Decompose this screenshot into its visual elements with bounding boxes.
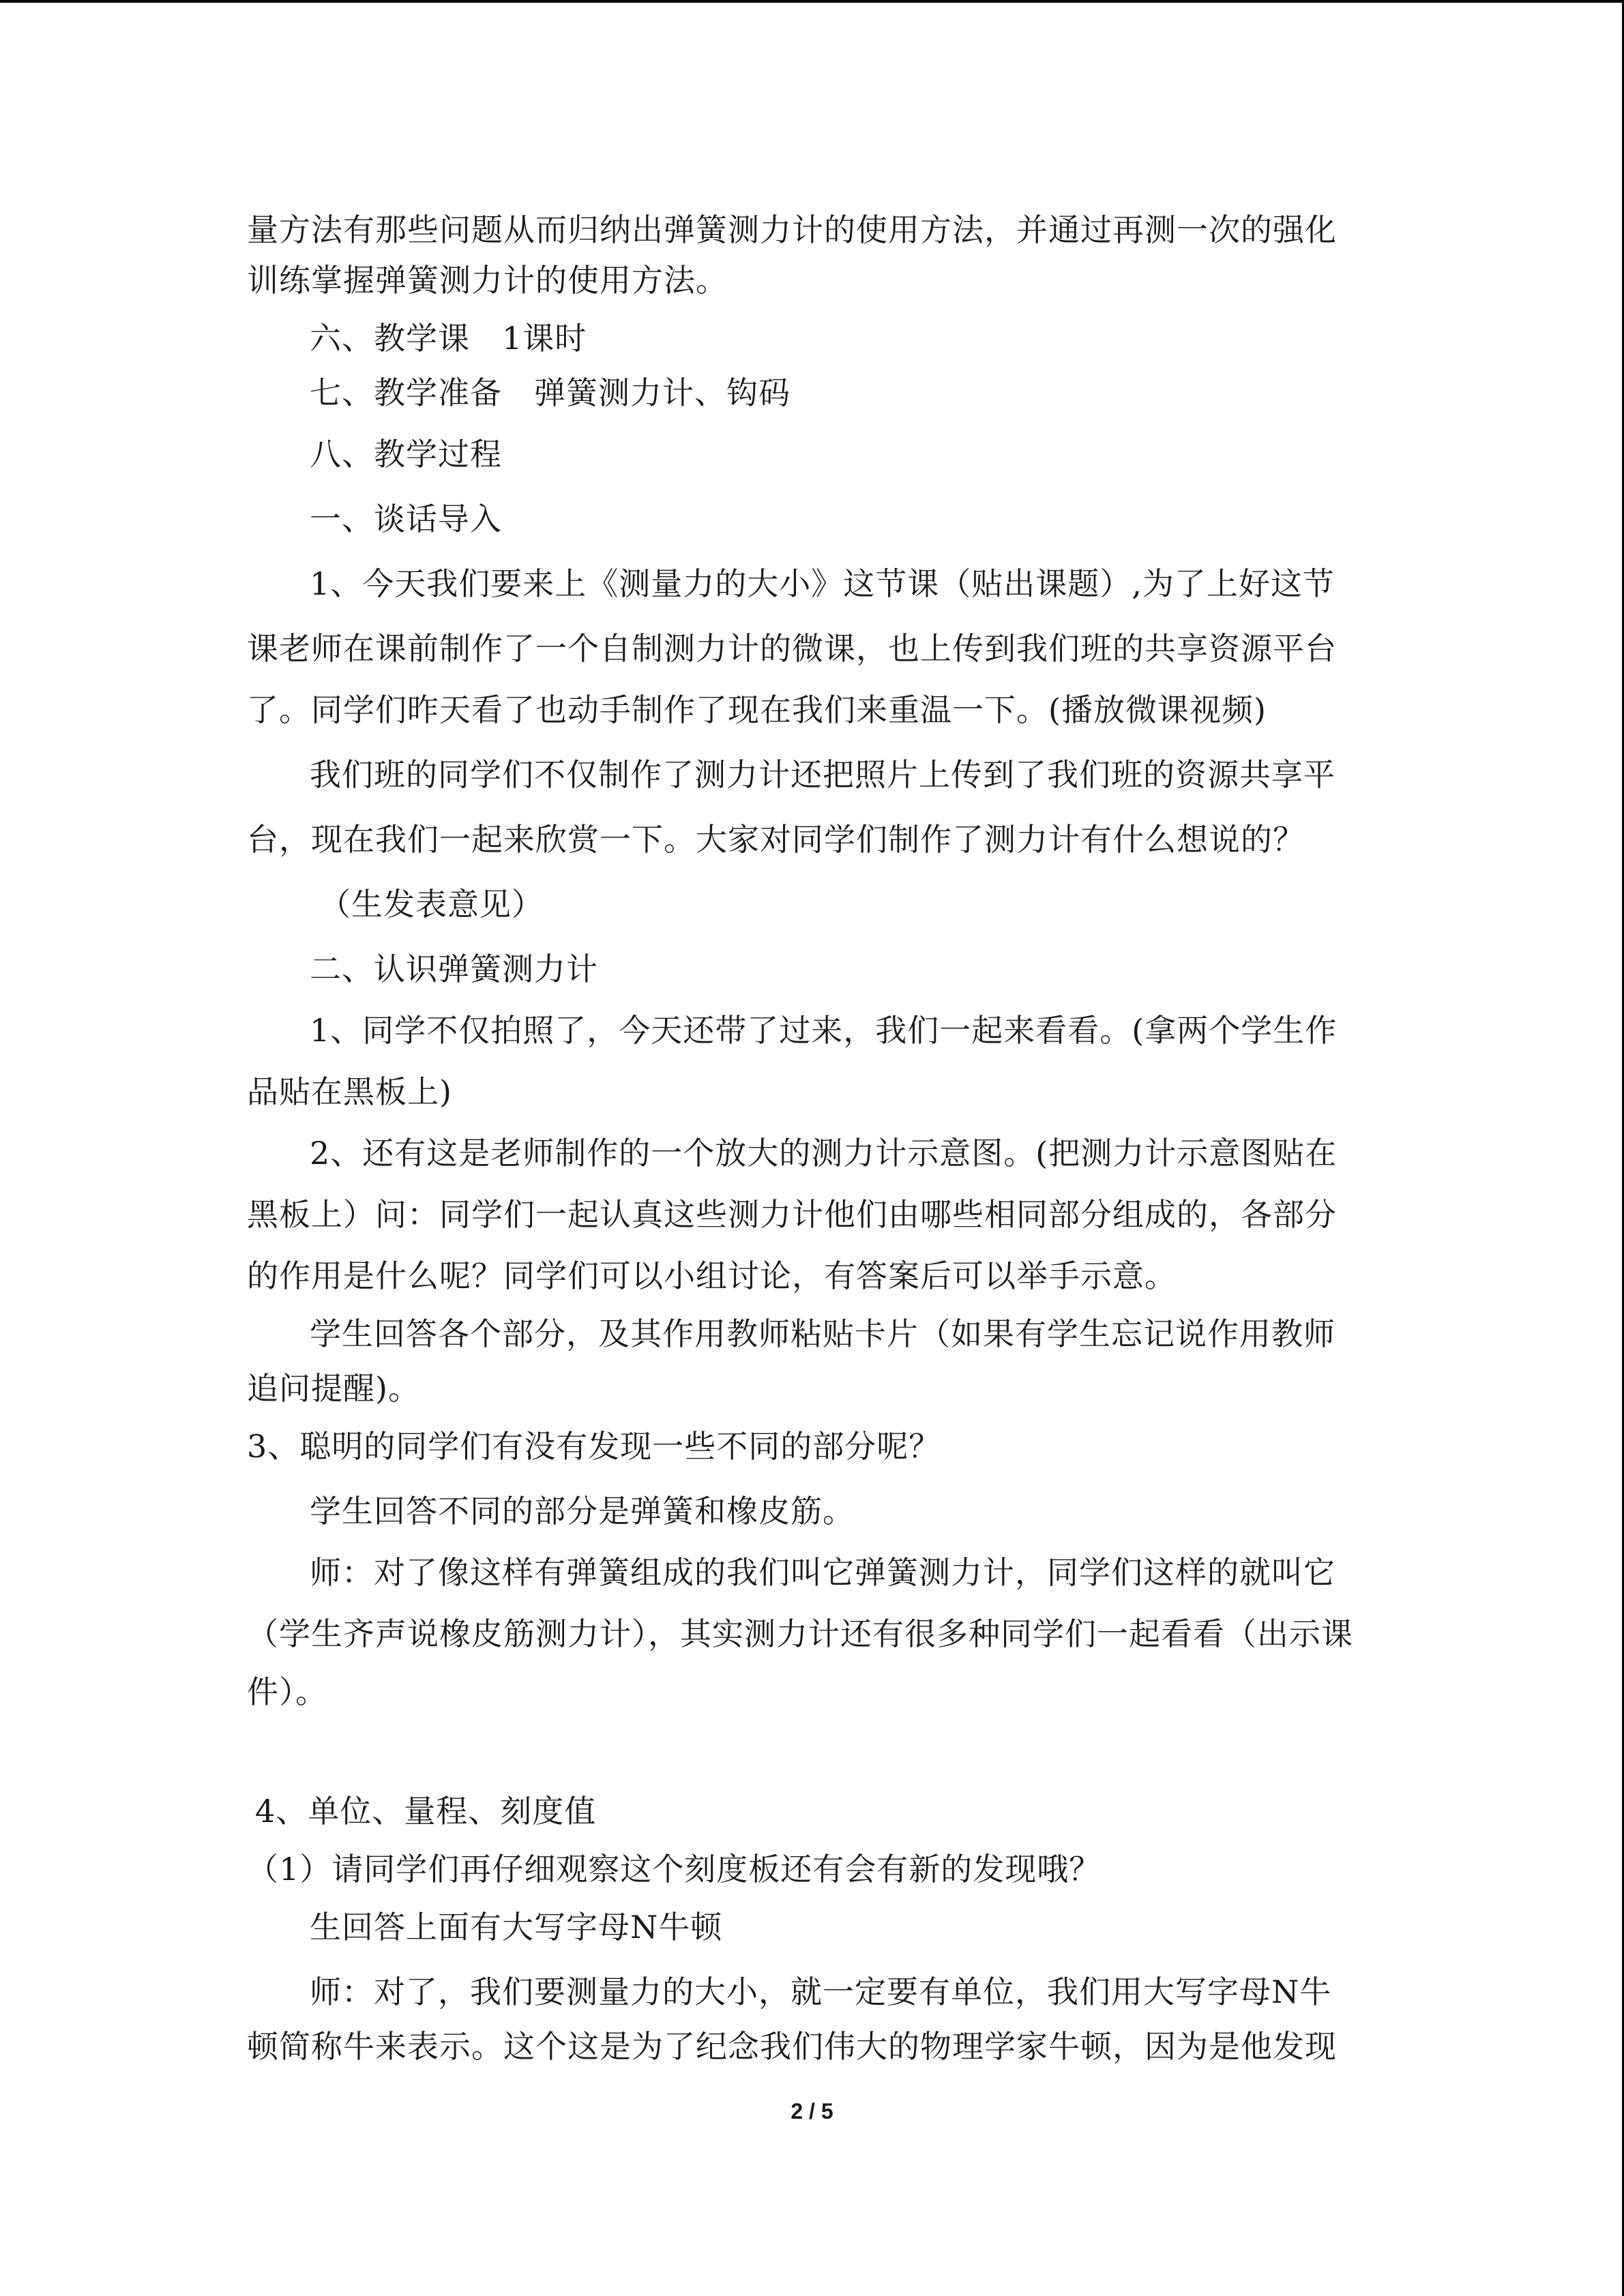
paragraph-line: （学生齐声说橡皮筋测力计），其实测力计还有很多种同学们一起看看（出示课 [247,1615,1353,1652]
paragraph-line: 师：对了，我们要测量力的大小，就一定要有单位，我们用大写字母N牛 [310,1973,1332,2010]
section-heading: 八、教学过程 [310,436,502,473]
section-heading: 六、教学课 1课时 [310,320,587,357]
paragraph-line: 追问提醒)。 [247,1370,420,1407]
paragraph-line: 学生回答不同的部分是弹簧和橡皮筋。 [310,1493,855,1530]
paragraph-line: 黑板上）问：同学们一起认真这些测力计他们由哪些相同部分组成的，各部分 [247,1196,1337,1233]
top-border-line [0,0,1624,3]
paragraph-line: 学生回答各个部分，及其作用教师粘贴卡片（如果有学生忘记说作用教师 [310,1315,1335,1352]
paragraph-line: （1）请同学们再仔细观察这个刻度板还有会有新的发现哦？ [247,1851,1102,1888]
paragraph-line: 品贴在黑板上) [247,1073,452,1110]
paragraph-line: 2、还有这是老师制作的一个放大的测力计示意图。(把测力计示意图贴在 [310,1135,1338,1172]
paragraph-line: 训练掌握弹簧测力计的使用方法。 [247,262,728,299]
paragraph-line: 的作用是什么呢？同学们可以小组讨论，有答案后可以举手示意。 [247,1257,1177,1294]
paragraph-line: 生回答上面有大写字母N牛顿 [310,1909,723,1945]
paragraph-line: 3、聪明的同学们有没有发现一些不同的部分呢？ [247,1428,941,1465]
paragraph-line: 了。同学们昨天看了也动手制作了现在我们来重温一下。(播放微课视频) [247,691,1267,728]
paragraph-line: 师：对了像这样有弹簧组成的我们叫它弹簧测力计，同学们这样的就叫它 [310,1554,1335,1591]
section-heading: 七、教学准备 弹簧测力计、钩码 [310,374,791,411]
paragraph-line: （生发表意见） [319,886,544,923]
section-heading: 二、认识弹簧测力计 [310,951,598,987]
paragraph-line: 量方法有那些问题从而归纳出弹簧测力计的使用方法，并通过再测一次的强化 [247,211,1337,248]
section-heading: 一、谈话导入 [310,501,502,537]
paragraph-line: 我们班的同学们不仅制作了测力计还把照片上传到了我们班的资源共享平 [310,756,1335,793]
paragraph-line: 顿简称牛来表示。这个这是为了纪念我们伟大的物理学家牛顿，因为是他发现 [247,2028,1337,2065]
paragraph-line: 1、今天我们要来上《测量力的大小》这节课（贴出课题）,为了上好这节 [310,565,1335,602]
paragraph-line: 台，现在我们一起来欣赏一下。大家对同学们制作了测力计有什么想说的？ [247,821,1305,858]
paragraph-line: 课老师在课前制作了一个自制测力计的微课，也上传到我们班的共享资源平台 [247,630,1337,667]
section-heading: 4、单位、量程、刻度值 [255,1793,597,1830]
page-number: 2 / 5 [791,2099,833,2123]
paragraph-line: 件）。 [247,1673,327,1710]
paragraph-line: 1、同学不仅拍照了，今天还带了过来，我们一起来看看。(拿两个学生作 [310,1012,1338,1049]
